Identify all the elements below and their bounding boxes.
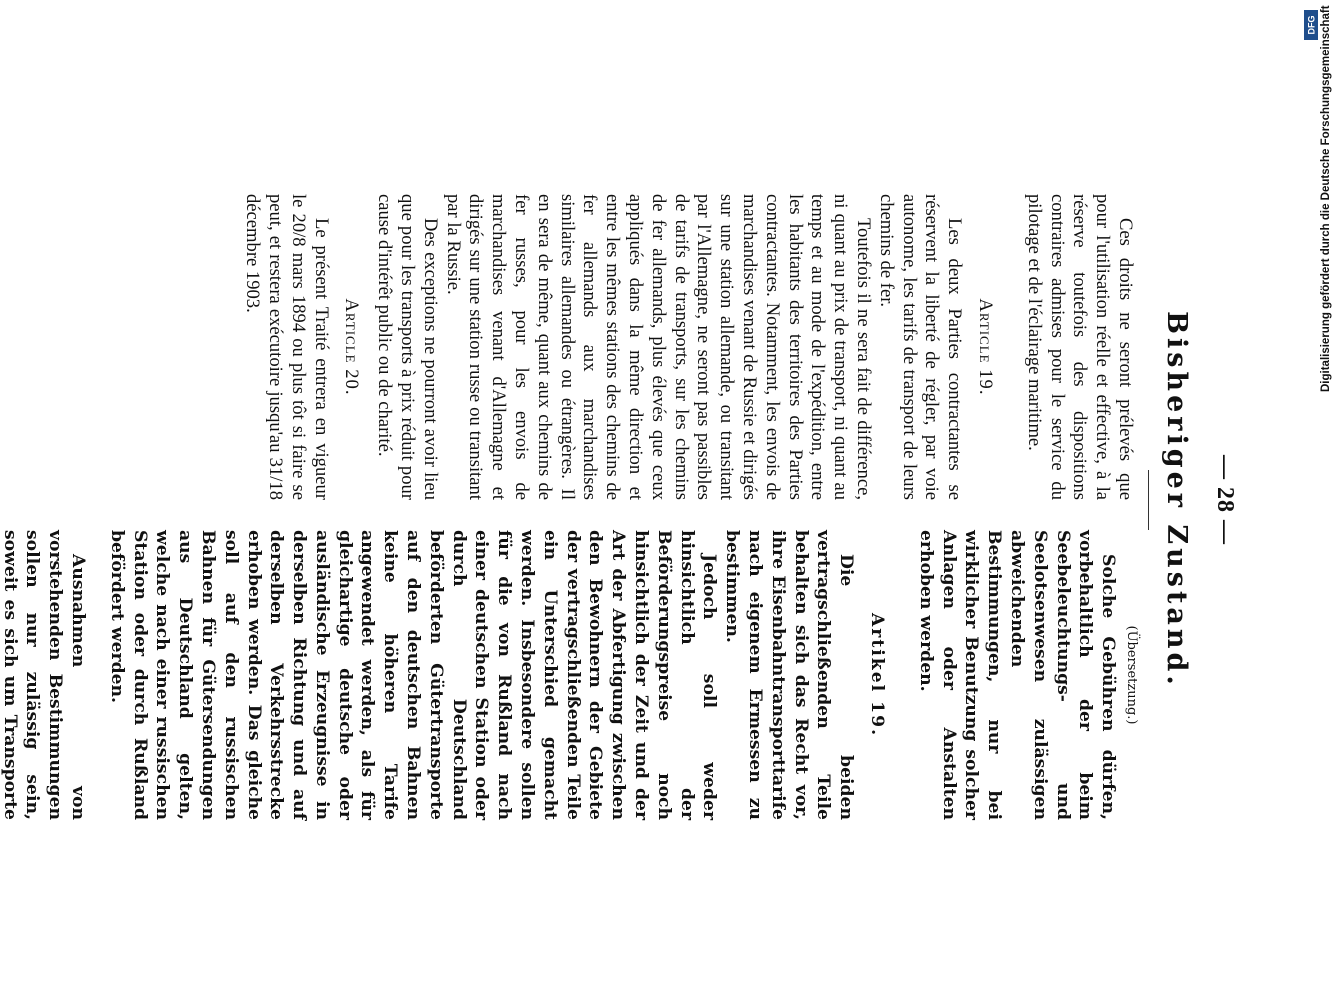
de-article-19-p3: Ausnahmen von vorstehenden Bestimmungen sollen nur zulässig sein, soweit es sich um Transporte: [0, 530, 88, 820]
fr-article-19-p2: Toutefois il ne sera fait de différence, ni quant au prix de transport, ni quant au temps et au mode de l'expédition, entre les habitants des territoires des Parties contractantes. Notamment, les envois de marchandises venant de Russie et dirigés sur une station allemande, ou transitant par l'Allemagne, ne seront pas passibles de tarifs de transports, sur les chemins de fer allemands, plus élevés que ceux appliqués dans la même direction et entre les mêmes stations des chemins de fer allemands aux marchandises similaires allemandes ou étrangères. Il en sera de même, quant aux chemins de fer russes, pour les envois de marchandises venant d'Allemagne et dirigés sur une station russe ou transitant par la Russie.: [442, 194, 875, 500]
fr-article-19-p1: Les deux Parties contractantes se réservent la liberté de régler, par voie autonome, les tarifs de transport de leurs chemins de fer.: [875, 194, 966, 500]
german-column: [0, 530, 1142, 820]
de-article-19-title: Artikel 19.: [867, 612, 888, 738]
heading-rule: [1148, 470, 1149, 530]
translation-note: (Übersetzung.): [1124, 625, 1139, 725]
page-number: — 28 —: [1212, 455, 1238, 545]
de-article-19-p2: Jedoch soll weder hinsichtlich der Beförderungspreise noch hinsichtlich der Zeit und der Art der Abfertigung zwischen den Bewohnern der Gebiete der vertragschließenden Teile ein Unterschied gemacht werden. Insbesondere sollen für die von Rußland nach einer deutschen Station oder durch Deutschland beförderten Gütertransporte auf den deutschen Bahnen keine höheren Tarife angewendet werden, als für gleichartige deutsche oder ausländische Erzeugnisse in derselben Richtung und auf derselben Verkehrsstrecke erhoben werden. Das gleiche soll auf den russischen Bahnen für Gütersendungen aus Deutschland gelten, welche nach einer russischen Station oder durch Rußland befördert werden.: [106, 530, 720, 820]
fr-article-19-title: Article 19.: [975, 298, 997, 396]
de-paragraph-intro: Solche Gebühren dürfen, vorbehaltlich der beim Seebeleuchtungs- und Seelotsenwesen zulässigen abweichenden Bestimmungen, nur bei wirklicher Benutzung solcher Anlagen oder Anstalten erhoben werden.: [915, 530, 1119, 820]
fr-article-20-p1: Le présent Traité entrera en vigueur le 20/8 mars 1894 ou plus tôt si faire se peut, et restera exécutoire jusqu'au 31/18 décembre 1903.: [242, 194, 332, 500]
french-column: [241, 194, 1136, 500]
dfg-credit: [1296, 5, 1332, 392]
fr-article-19-p3: Des exceptions ne pourront avoir lieu que pour les transports à prix réduit pour cause d'intérêt public ou de charité.: [374, 194, 441, 500]
fr-paragraph-intro: Ces droits ne seront prélevés que pour l'utilisation réelle et effective, à la réserve toutefois des dispositions contraires admises pour le service du pilotage et de l'éclairage maritime.: [1023, 194, 1136, 500]
fr-article-20-title: Article 20.: [341, 298, 363, 396]
de-article-19-p1: Die beiden vertragschließenden Teile behalten sich das Recht vor, ihre Eisenbahntransporttarife nach eigenem Ermessen zu bestimmen.: [722, 530, 857, 820]
dfg-logo-icon: DFG: [1304, 10, 1318, 40]
page-heading: Bisheriger Zustand.: [1161, 311, 1192, 689]
dfg-credit-text: Digitalisierung gefördert durch die Deutsche Forschungsgemeinschaft: [1320, 5, 1332, 392]
